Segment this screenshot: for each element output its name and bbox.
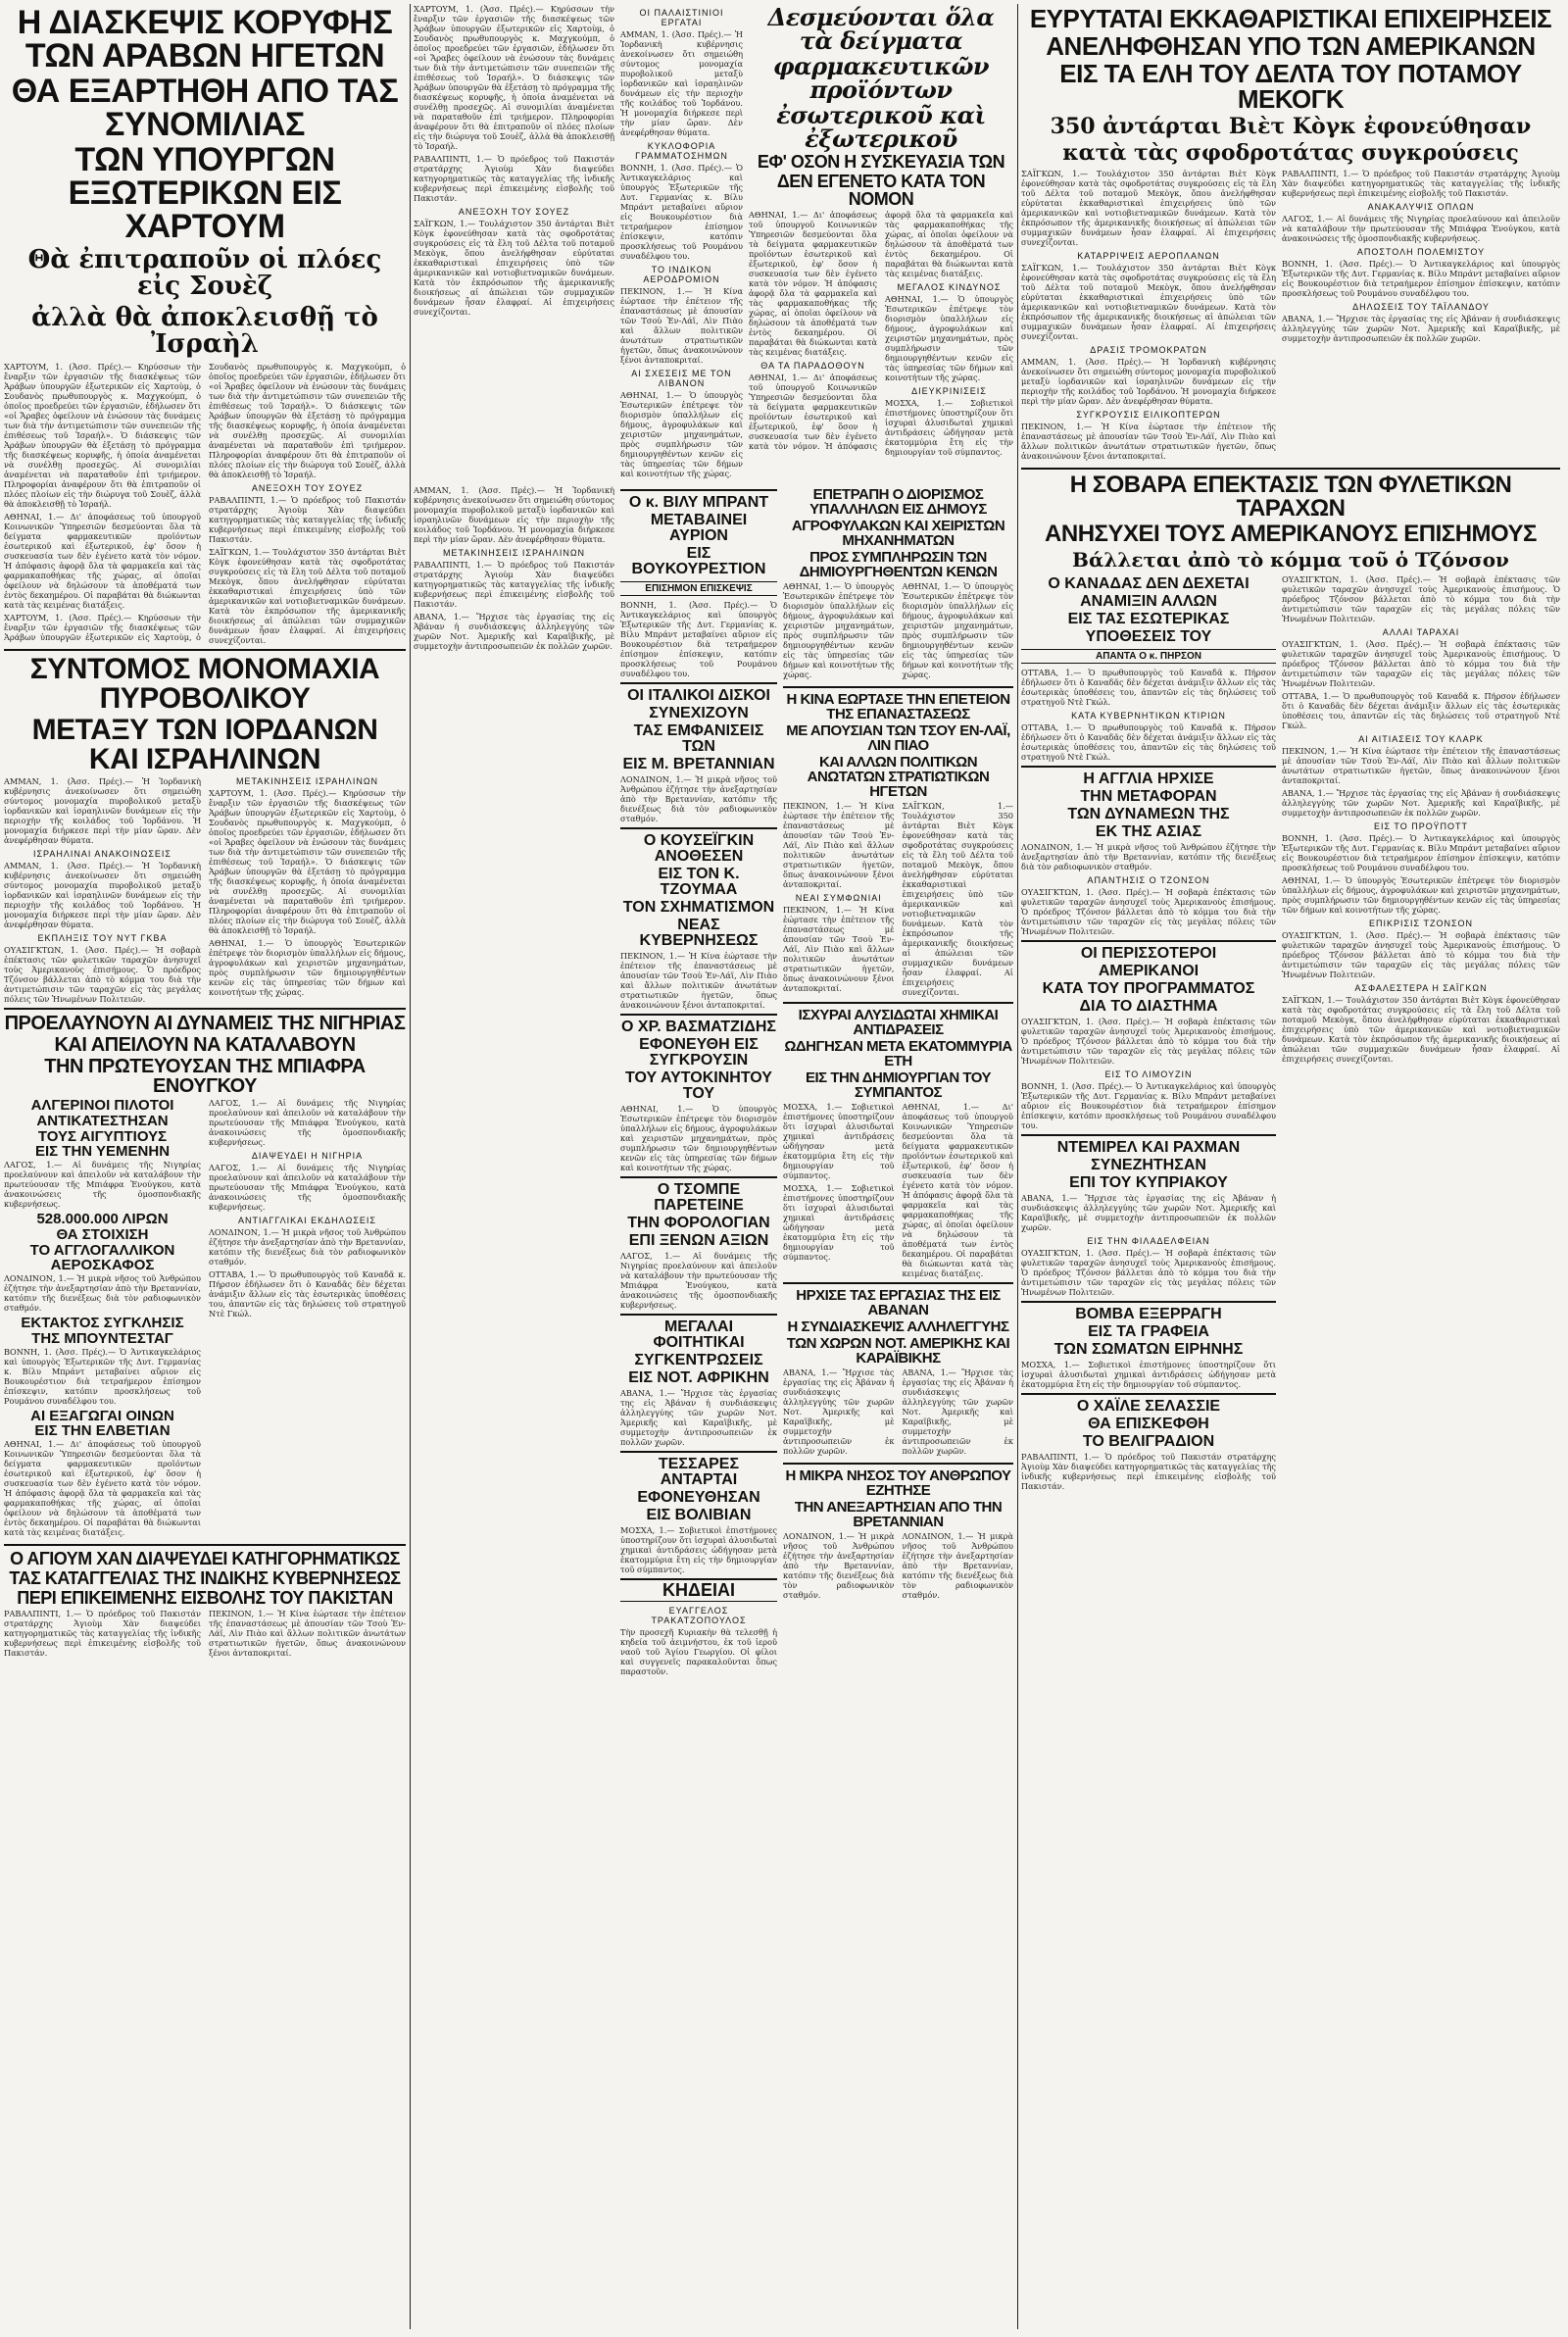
article-paragraph: ΑΒΑΝΑ, 1.— Ἤρχισε τὰς ἐργασίας της εἰς Ἀβάναν ἡ συνδιάσκεψις ἀλληλεγγύης τῶν χωρῶν Νοτ. Ἀμερικῆς καὶ Καραϊβικῆς, μὲ συμμετοχὴν ἀντιπροσωπειῶν ἐκ πολλῶν χωρῶν. (414, 612, 614, 651)
article-body (783, 1531, 1013, 1603)
article-paragraph: ΒΟΝΝΗ, 1. (Ἀσσ. Πρές).— Ὁ Ἀντικαγκελάριος καὶ ὑπουργὸς Ἐξωτερικῶν τῆς Δυτ. Γερμανίας κ. Βίλυ Μπράντ μεταβαίνει αὔριον εἰς Βουκουρέστιον διὰ τετραήμερον ἐπίσημον ἐπίσκεψιν, κατόπιν προσκλήσεως τοῦ Ρουμάνου συναδέλφου του. (4, 1346, 201, 1406)
subheadline-line: 350 ἀντάρται Βιὲτ Κὸγκ ἐφονεύθησαν (1050, 114, 1532, 139)
article-body (783, 581, 1013, 682)
section-label: ΜΕΤΑΚΙΝΗΣΕΙΣ ΙΣΡΑΗΛΙΝΩΝ (442, 548, 586, 558)
article-paragraph: ΠΕΚΙΝΟΝ, 1.— Ἡ Κίνα ἑώρτασε τὴν ἐπέτειον τῆς ἐπαναστάσεως μὲ ἀπουσίαν τῶν Τσοὺ Ἐν-Λάϊ, Λὶν Πιὰο καὶ ἄλλων πολιτικῶν ἀνωτάτων στρατιωτικῶν ἡγετῶν, ὅπως ἀνακοινώνουν ξένοι ἀνταποκριταί. (209, 1609, 406, 1659)
article-paragraph: ΑΘΗΝΑΙ, 1.— Ὁ ὑπουργὸς Ἐσωτερικῶν ἐπέτρεψε τὸν διορισμὸν ὑπαλλήλων εἰς δήμους, ἀγροφυλάκων καὶ χειριστῶν μηχανημάτων, πρὸς συμπλήρωσιν τῶν δημιουργηθέντων κενῶν εἰς τὰς ὑπηρεσίας τῶν δήμων καὶ κοινοτήτων τῆς χώρας. (1282, 875, 1560, 916)
article-paragraph: ΜΟΣΧΑ, 1.— Σοβιετικοὶ ἐπιστήμονες ὑποστηρίζουν ὅτι ἰσχυραὶ ἀλυσιδωταὶ χημικαὶ ἀντιδράσεις ὡδήγησαν μετὰ ἑκατομμύρια ἔτη εἰς τὴν δημιουργίαν τοῦ σύμπαντος. (783, 1183, 895, 1262)
article-paragraph: ΟΥΑΣΙΓΚΤΩΝ, 1. (Ἀσσ. Πρές).— Ἡ σοβαρὰ ἐπέκτασις τῶν φυλετικῶν ταραχῶν ἀνησυχεῖ τοὺς Ἀμερικανοὺς ἐπισήμους. Ὁ πρόεδρος Τζόνσον βάλλεται ἀπὸ τὸ κόμμα του διὰ τὴν ἀντιμετώπισιν τῶν ταραχῶν εἰς τὰς μεγάλας πόλεις τῶν Ἡνωμένων Πολιτειῶν. (1021, 1017, 1276, 1067)
story-headline: ΚΑΙ ΑΛΛΩΝ ΠΟΛΙΤΙΚΩΝ ΑΝΩΤΑΤΩΝ ΣΤΡΑΤΙΩΤΙΚΩΝ ΗΓΕΤΩΝ (807, 754, 990, 800)
section-label: ΔΡΑΣΙΣ ΤΡΟΜΟΚΡΑΤΩΝ (1090, 345, 1207, 356)
article-paragraph: ΡΑΒΑΛΠΙΝΤΙ, 1.— Ὁ πρόεδρος τοῦ Πακιστάν στρατάρχης Ἀγιοὺμ Χὰν διαψεύδει κατηγορηματικῶς τὰς καταγγελίας τῆς ἰνδικῆς κυβερνήσεως περὶ ἐπικειμένης εἰσβολῆς τοῦ Πακιστάν. (1282, 169, 1560, 199)
story-headline: ΤΗΝ ΦΟΡΟΛΟΓΙΑΝ (627, 1215, 770, 1231)
story-headline: ΤΑΣ ΕΜΦΑΝΙΣΕΙΣ ΤΩΝ (633, 722, 764, 755)
section-label: ΝΕΑΙ ΣΥΜΦΩΝΙΑΙ (795, 893, 882, 903)
article-body (783, 1367, 1013, 1459)
story-headline: ΕΙΣ ΝΟΤ. ΑΦΡΙΚΗΝ (628, 1369, 769, 1386)
article-paragraph: ΛΟΝΔΙΝΟΝ, 1.— Ἡ μικρὰ νῆσος τοῦ Ἀνθρώπου ἐζήτησε τὴν ἀνεξαρτησίαν ἀπὸ τὴν Βρεταννίαν, κατόπιν τῆς διενέξεως διὰ τὸν ραδιοφωνικὸν σταθμόν. (1021, 842, 1276, 872)
story-headline: ἐσωτερικοῦ καὶ ἐξωτερικοῦ (776, 101, 986, 153)
section-label: ΑΝΕΞΟΧΗ ΤΟΥ ΣΟΥΕΖ (458, 207, 570, 217)
story-headline: Δεσμεύονται ὅλα τὰ δείγματα (767, 4, 995, 55)
story-headline: ΤΟΥΣ ΑΙΓΥΠΤΙΟΥΣ (37, 1127, 168, 1145)
story-headline: ΑΝΕΛΗΦΘΗΣΑΝ ΥΠΟ ΤΩΝ ΑΜΕΡΙΚΑΝΩΝ (1046, 31, 1536, 61)
story-headline: Ο ΚΟΥΣΕΪΓΚΙΝ ΑΝΟΘΕΣΕΝ (643, 832, 755, 865)
story-headline: ΕΦΟΝΕΥΘΗΣΑΝ (637, 1489, 760, 1506)
article-paragraph: ΣΑΪΓΚΩΝ, 1.— Τουλάχιστον 350 ἀντάρται Βιὲτ Κὸγκ ἐφονεύθησαν κατὰ τὰς σφοδροτάτας συγκρούσεις εἰς τὰ ἕλη τοῦ Δέλτα τοῦ ποταμοῦ Μεκὸγκ, ὅπου ἀνελήφθησαν εὐρύταται ἐκκαθαριστικαὶ ἐπιχειρήσεις ὑπὸ τῶν ἀμερικανικῶν καὶ νοτιοβιετναμικῶν δυνάμεων. Κατὰ τὸν ἐκπρόσωπον τῆς ἀμερικανικῆς διοικήσεως αἱ ἀπώλειαι τῶν συμμαχικῶν δυνάμεων ἦσαν ἐλαφραί. Αἱ ἐπιχειρήσεις συνεχίζονται. (1282, 995, 1560, 1065)
story-headline: ΕΠΕΤΡΑΠΗ Ο ΔΙΟΡΙΣΜΟΣ ΥΠΑΛΛΗΛΩΝ ΕΙΣ ΔΗΜΟΥΣ (809, 486, 987, 518)
story-headline: Ο ΧΡ. ΒΑΣΜΑΤΖΙΔΗΣ (621, 1019, 776, 1035)
story-headline: ΕΥΡΥΤΑΤΑΙ ΕΚΚΑΘΑΡΙΣΤΙΚΑΙ ΕΠΙΧΕΙΡΗΣΕΙΣ (1029, 4, 1552, 33)
story-headline: ΣΥΝΕΧΙΖΟΥΝ (649, 705, 749, 721)
article-paragraph: ΟΥΑΣΙΓΚΤΩΝ, 1. (Ἀσσ. Πρές).— Ἡ σοβαρὰ ἐπέκτασις τῶν φυλετικῶν ταραχῶν ἀνησυχεῖ τοὺς Ἀμερικανοὺς ἐπισήμους. Ὁ πρόεδρος Τζόνσον βάλλεται ἀπὸ τὸ κόμμα του διὰ τὴν ἀντιμετώπισιν τῶν ταραχῶν εἰς τὰς μεγάλας πόλεις τῶν Ἡνωμένων Πολιτειῶν. (1021, 1248, 1276, 1298)
story-headline: ΕΙΣ ΤΑ ΓΡΑΦΕΙΑ (1088, 1323, 1209, 1341)
article-paragraph: ΠΕΚΙΝΟΝ, 1.— Ἡ Κίνα ἑώρτασε τὴν ἐπέτειον τῆς ἐπαναστάσεως μὲ ἀπουσίαν τῶν Τσοὺ Ἐν-Λάϊ, Λὶν Πιὰο καὶ ἄλλων πολιτικῶν ἀνωτάτων στρατιωτικῶν ἡγετῶν, ὅπως ἀνακοινώνουν ξένοι ἀνταποκριταί. (783, 905, 895, 993)
section-label: ΣΥΓΚΡΟΥΣΙΣ ΕΙΛΙΚΟΠΤΕΡΩΝ (1076, 410, 1221, 421)
subheadline-line: κατὰ τὰς σφοδροτάτας συγκρούσεις (1062, 140, 1519, 167)
article-paragraph: ΑΘΗΝΑΙ, 1.— Δι' ἀποφάσεως τοῦ ὑπουργοῦ Κοινωνικῶν Ὑπηρεσιῶν δεσμεύονται ὅλα τὰ δείγματα φαρμακευτικῶν προϊόντων ἐσωτερικοῦ καὶ ἐξωτερικοῦ, ἐφ' ὅσον ἡ συσκευασία των δὲν ἐγένετο κατὰ τὸν νόμον. Ἡ ἀπόφασις ἀφορᾷ ὅλα τὰ φαρμακεῖα καὶ τὰς φαρμακαποθήκας τῆς χώρας, αἱ ὁποῖαι ὀφείλουν νὰ δηλώσουν τὰ ἀποθέματά των ἐντὸς δεκαημέρου. Οἱ παραβάται θὰ διώκωνται κατὰ τὰς κειμένας διατάξεις. (4, 512, 201, 611)
article-paragraph: ΑΘΗΝΑΙ, 1.— Ὁ ὑπουργὸς Ἐσωτερικῶν ἐπέτρεψε τὸν διορισμὸν ὑπαλλήλων εἰς δήμους, ἀγροφυλάκων καὶ χειριστῶν μηχανημάτων, πρὸς συμπλήρωσιν τῶν δημιουργηθέντων κενῶν εἰς τὰς ὑπηρεσίας τῶν δήμων καὶ κοινοτήτων τῆς χώρας. (620, 1104, 777, 1172)
story-headline: ΑΜΕΡΙΚΑΝΟΙ (1098, 963, 1200, 980)
story-headline: ΚΑΤΑ ΤΟΥ ΠΡΟΓΡΑΜΜΑΤΟΣ (1042, 980, 1255, 998)
subheadline-line: Θὰ ἐπιτραποῦν οἱ πλόες εἰς Σουὲζ (27, 245, 382, 302)
story-headline: ΜΕΤΑΒΑΙΝΕΙ ΑΥΡΙΟΝ (650, 512, 748, 544)
story-headline: ΤΩΝ ΧΩΡΩΝ ΝΟΤ. ΑΜΕΡΙΚΗΣ ΚΑΙ ΚΑΡΑΪΒΙΚΗΣ (786, 1335, 1010, 1367)
article-paragraph: ΛΑΓΟΣ, 1.— Αἱ δυνάμεις τῆς Νιγηρίας προελαύνουν καὶ ἀπειλοῦν νὰ καταλάβουν τὴν πρωτεύουσαν τῆς Μπιάφρα Ἐνούγκου, κατὰ ἀνακοινώσεις τῆς ὁμοσπονδιακῆς κυβερνήσεως. (620, 1251, 777, 1310)
article-paragraph: ΑΘΗΝΑΙ, 1.— Δι' ἀποφάσεως τοῦ ὑπουργοῦ Κοινωνικῶν Ὑπηρεσιῶν δεσμεύονται ὅλα τὰ δείγματα φαρμακευτικῶν προϊόντων ἐσωτερικοῦ καὶ ἐξωτερικοῦ, ἐφ' ὅσον ἡ συσκευασία των δὲν ἐγένετο κατὰ τὸν νόμον. Ἡ ἀπόφασις ἀφορᾷ ὅλα τὰ φαρμακεῖα καὶ τὰς φαρμακαποθήκας τῆς χώρας, αἱ ὁποῖαι ὀφείλουν νὰ δηλώσουν τὰ ἀποθέματά των ἐντὸς δεκαημέρου. Οἱ παραβάται θὰ διώκωνται κατὰ τὰς κειμένας διατάξεις. (4, 1439, 201, 1538)
story-headline: ΤΑΣ ΚΑΤΑΓΓΕΛΙΑΣ ΤΗΣ ΙΝΔΙΚΗΣ ΚΥΒΕΡΝΗΣΕΩΣ (9, 1568, 401, 1589)
funerals-heading: ΚΗΔΕΙΑΙ (620, 1578, 777, 1602)
story-headline: Η ΣΟΒΑΡΑ ΕΠΕΚΤΑΣΙΣ ΤΩΝ ΦΥΛΕΤΙΚΩΝ ΤΑΡΑΧΩΝ (1069, 472, 1512, 522)
article-paragraph: ΡΑΒΑΛΠΙΝΤΙ, 1.— Ὁ πρόεδρος τοῦ Πακιστάν στρατάρχης Ἀγιοὺμ Χὰν διαψεύδει κατηγορηματικῶς τὰς καταγγελίας τῆς ἰνδικῆς κυβερνήσεως περὶ ἐπικειμένης εἰσβολῆς τοῦ Πακιστάν. (4, 1609, 201, 1659)
article-paragraph: ΑΘΗΝΑΙ, 1.— Δι' ἀποφάσεως τοῦ ὑπουργοῦ Κοινωνικῶν Ὑπηρεσιῶν δεσμεύονται ὅλα τὰ δείγματα φαρμακευτικῶν προϊόντων ἐσωτερικοῦ καὶ ἐξωτερικοῦ, ἐφ' ὅσον ἡ συσκευασία των δὲν ἐγένετο κατὰ τὸν νόμον. Ἡ ἀπόφασις ἀφορᾷ ὅλα τὰ φαρμακεῖα καὶ τὰς φαρμακαποθήκας τῆς χώρας, αἱ ὁποῖαι ὀφείλουν νὰ δηλώσουν τὰ ἀποθέματά των ἐντὸς δεκαημέρου. Οἱ παραβάται θὰ διώκωνται κατὰ τὰς κειμένας διατάξεις. (902, 1102, 1013, 1278)
top-left-headline (4, 6, 406, 243)
column-right (1021, 4, 1560, 2329)
story-headline: ΕΙΣ ΤΟΝ Κ. ΤΖΟΥΜΑΑ (658, 866, 740, 898)
story-headline: ΣΥΝΤΟΜΟΣ ΜΟΝΟΜΑΧΙΑ ΠΥΡΟΒΟΛΙΚΟΥ (29, 653, 380, 716)
story-headline: 528.000.000 ΛΙΡΩΝ (36, 1211, 169, 1228)
article-paragraph: ΠΕΚΙΝΟΝ, 1.— Ἡ Κίνα ἑώρτασε τὴν ἐπέτειον τῆς ἐπαναστάσεως μὲ ἀπουσίαν τῶν Τσοὺ Ἐν-Λάϊ, Λὶν Πιὰο καὶ ἄλλων πολιτικῶν ἀνωτάτων στρατιωτικῶν ἡγετῶν, ὅπως ἀνακοινώνουν ξένοι ἀνταποκριταί. (783, 801, 895, 889)
story-headline: ΘΑ ΣΤΟΙΧΙΣΗ (56, 1225, 149, 1243)
article-paragraph: ΑΜΜΑΝ, 1. (Ἀσσ. Πρές).— Ἡ Ἰορδανικὴ κυβέρνησις ἀνεκοίνωσεν ὅτι σημειώθη σύντομος μονομαχία πυροβολικοῦ μεταξὺ ἰορδανικῶν καὶ ἰσραηλινῶν δυνάμεων εἰς τὴν περιοχὴν τῆς κοιλάδος τοῦ Ἰορδάνου. Ἡ μονομαχία διήρκεσε περὶ τὴν μίαν ὥραν. Δὲν ἀνεφέρθησαν θύματα. (4, 776, 201, 846)
story-headline: ΘΑ ΕΠΙΣΚΕΦΘΗ (1088, 1416, 1209, 1433)
story-headline: ΕΦΟΝΕΥΘΗ ΕΙΣ ΣΥΓΚΡΟΥΣΙΝ (639, 1036, 759, 1069)
story-headline: ΜΕ ΑΠΟΥΣΙΑΝ ΤΩΝ ΤΣΟΥ ΕΝ-ΛΑΪ, ΛΙΝ ΠΙΑΟ (786, 722, 1010, 754)
article-paragraph: ΑΒΑΝΑ, 1.— Ἤρχισε τὰς ἐργασίας της εἰς Ἀβάναν ἡ συνδιάσκεψις ἀλληλεγγύης τῶν χωρῶν Νοτ. Ἀμερικῆς καὶ Καραϊβικῆς, μὲ συμμετοχὴν ἀντιπροσωπειῶν ἐκ πολλῶν χωρῶν. (783, 1367, 895, 1456)
article-body (4, 776, 406, 1004)
story-headline: ΕΙΣ ΒΟΛΙΒΙΑΝ (646, 1507, 752, 1523)
story-headline: Ο ΑΓΙΟΥΜ ΧΑΝ ΔΙΑΨΕΥΔΕΙ ΚΑΤΗΓΟΡΗΜΑΤΙΚΩΣ (10, 1549, 400, 1569)
story-headline: ΜΕΓΑΛΑΙ ΦΟΙΤΗΤΙΚΑΙ (653, 1318, 745, 1351)
story-headline: Η ΣΥΝΔΙΑΣΚΕΨΙΣ ΑΛΛΗΛΕΓΓΥΗΣ (787, 1318, 1009, 1335)
headline-line: Η ΔΙΑΣΚΕΨΙΣ ΚΟΡΥΦΗΣ ΤΩΝ ΑΡΑΒΩΝ ΗΓΕΤΩΝ (17, 4, 393, 75)
section-label: ΚΑΤΑ ΚΥΒΕΡΝΗΤΙΚΩΝ ΚΤΙΡΙΩΝ (1071, 711, 1226, 721)
article-paragraph: ΑΜΜΑΝ, 1. (Ἀσσ. Πρές).— Ἡ Ἰορδανικὴ κυβέρνησις ἀνεκοίνωσεν ὅτι σημειώθη σύντομος μονομαχία πυροβολικοῦ μεταξὺ ἰορδανικῶν καὶ ἰσραηλινῶν δυνάμεων εἰς τὴν περιοχὴν τῆς κοιλάδος τοῦ Ἰορδάνου. Ἡ μονομαχία διήρκεσε περὶ τὴν μίαν ὥραν. Δὲν ἀνεφέρθησαν θύματα. (620, 29, 743, 137)
article-paragraph: ΧΑΡΤΟΥΜ, 1. (Ἀσσ. Πρές).— Κηρύσσων τὴν ἔναρξιν τῶν ἐργασιῶν τῆς διασκέψεως τῶν Ἀράβων ὑπουργῶν ἐξωτερικῶν εἰς Χαρτοὺμ, ὁ Σουδανὸς πρωθυπουργὸς κ. Μαχγκούμπ, ὁ ὁποῖος προεδρεύει τῶν ἐργασιῶν, ἐδήλωσεν ὅτι «οἱ Ἄραβες ὀφείλουν νὰ ἑνώσουν τὰς δυνάμεις των διὰ τὴν ἀντιμετώπισιν τῶν συνεπειῶν τῆς ἐπιθέσεως τοῦ Ἰσραήλ». Ὁ διάσκεψις τῶν Ἀράβων ὑπουργῶν θὰ ἐξετάσῃ τὸ πρόγραμμα τῆς διασκέψεως κορυφῆς, ἡ ὁποία ἀναμένεται νὰ συνέλθῃ προσεχῶς. Αἱ συνομιλίαι ἀναμένεται νὰ παραταθοῦν ἐπὶ τριήμερον. Πληροφορίαι ἀναφέρουν ὅτι θὰ ἐπιτραποῦν οἱ πλόες πλοίων εἰς τὴν διώρυγα τοῦ Σουὲζ, ἀλλὰ θὰ ἀποκλεισθῇ τὸ Ἰσραήλ. (4, 362, 406, 643)
article-paragraph: ΟΥΑΣΙΓΚΤΩΝ, 1. (Ἀσσ. Πρές).— Ἡ σοβαρὰ ἐπέκτασις τῶν φυλετικῶν ταραχῶν ἀνησυχεῖ τοὺς Ἀμερικανοὺς ἐπισήμους. Ὁ πρόεδρος Τζόνσον βάλλεται ἀπὸ τὸ κόμμα του διὰ τὴν ἀντιμετώπισιν τῶν ταραχῶν εἰς τὰς μεγάλας πόλεις τῶν Ἡνωμένων Πολιτειῶν. (1282, 639, 1560, 689)
section-label: ΔΙΕΥΚΡΙΝΙΣΕΙΣ (911, 386, 987, 396)
section-label: ΑΛΛΑΙ ΤΑΡΑΧΑΙ (1382, 627, 1460, 638)
story-headline: ΕΙΣ ΤΗΝ ΕΛΒΕΤΙΑΝ (34, 1422, 171, 1440)
section-label: ΑΙ ΑΙΤΙΑΣΕΙΣ ΤΟΥ ΚΛΑΡΚ (1358, 734, 1484, 745)
story-subheadline: ΔΕΝ ΕΓΕΝΕΤΟ ΚΑΤΑ ΤΟΝ ΝΟΜΟΝ (776, 172, 986, 209)
story-headline: Η ΚΙΝΑ ΕΩΡΤΑΣΕ ΤΗΝ ΕΠΕΤΕΙΟΝ ΤΗΣ ΕΠΑΝΑΣΤΑΣΕΩΣ (786, 691, 1010, 722)
article-body (4, 362, 406, 645)
story-headline: ΚΑΙ ΑΠΕΙΛΟΥΝ ΝΑ ΚΑΤΑΛΑΒΟΥΝ (54, 1034, 356, 1057)
article-paragraph: ΒΟΝΝΗ, 1. (Ἀσσ. Πρές).— Ὁ Ἀντικαγκελάριος καὶ ὑπουργὸς Ἐξωτερικῶν τῆς Δυτ. Γερμανίας κ. Βίλυ Μπράντ μεταβαίνει αὔριον εἰς Βουκουρέστιον διὰ τετραήμερον ἐπίσημον ἐπίσκεψιν, κατόπιν προσκλήσεως τοῦ Ρουμάνου συναδέλφου του. (1282, 259, 1560, 299)
story-headline: ΟΙ ΠΕΡΙΣΣΟΤΕΡΟΙ (1080, 945, 1217, 963)
section-label: ΕΙΣ ΤΟ ΛΙΜΟΥΖΙΝ (1104, 1069, 1193, 1080)
article-paragraph: ΒΟΝΝΗ, 1. (Ἀσσ. Πρές).— Ὁ Ἀντικαγκελάριος καὶ ὑπουργὸς Ἐξωτερικῶν τῆς Δυτ. Γερμανίας κ. Βίλυ Μπράντ μεταβαίνει αὔριον εἰς Βουκουρέστιον διὰ τετραήμερον ἐπίσημον ἐπίσκεψιν, κατόπιν προσκλήσεως τοῦ Ρουμάνου συναδέλφου του. (1282, 833, 1560, 873)
story-subheadline: ΕΦ' ΟΣΟΝ Η ΣΥΣΚΕΥΑΣΙΑ ΤΩΝ (757, 152, 1005, 172)
article-paragraph: ΑΘΗΝΑΙ, 1.— Ὁ ὑπουργὸς Ἐσωτερικῶν ἐπέτρεψε τὸν διορισμὸν ὑπαλλήλων εἰς δήμους, ἀγροφυλάκων καὶ χειριστῶν μηχανημάτων, πρὸς συμπλήρωσιν τῶν δημιουργηθέντων κενῶν εἰς τὰς ὑπηρεσίας τῶν δήμων καὶ κοινοτήτων τῆς χώρας. (885, 294, 1013, 382)
article-paragraph: ΑΒΑΝΑ, 1.— Ἤρχισε τὰς ἐργασίας της εἰς Ἀβάναν ἡ συνδιάσκεψις ἀλληλεγγύης τῶν χωρῶν Νοτ. Ἀμερικῆς καὶ Καραϊβικῆς, μὲ συμμετοχὴν ἀντιπροσωπειῶν ἐκ πολλῶν χωρῶν. (902, 1367, 1013, 1456)
article-paragraph: ΑΘΗΝΑΙ, 1.— Ὁ ὑπουργὸς Ἐσωτερικῶν ἐπέτρεψε τὸν διορισμὸν ὑπαλλήλων εἰς δήμους, ἀγροφυλάκων καὶ χειριστῶν μηχανημάτων, πρὸς συμπλήρωσιν τῶν δημιουργηθέντων κενῶν εἰς τὰς ὑπηρεσίας τῶν δήμων καὶ κοινοτήτων τῆς χώρας. (209, 938, 406, 998)
article-paragraph: ΑΒΑΝΑ, 1.— Ἤρχισε τὰς ἐργασίας της εἰς Ἀβάναν ἡ συνδιάσκεψις ἀλληλεγγύης τῶν χωρῶν Νοτ. Ἀμερικῆς καὶ Καραϊβικῆς, μὲ συμμετοχὴν ἀντιπροσωπειῶν ἐκ πολλῶν χωρῶν. (1021, 1193, 1276, 1233)
article-paragraph: ΑΘΗΝΑΙ, 1.— Ὁ ὑπουργὸς Ἐσωτερικῶν ἐπέτρεψε τὸν διορισμὸν ὑπαλλήλων εἰς δήμους, ἀγροφυλάκων καὶ χειριστῶν μηχανημάτων, πρὸς συμπλήρωσιν τῶν δημιουργηθέντων κενῶν εἰς τὰς ὑπηρεσίας τῶν δήμων καὶ κοινοτήτων τῆς χώρας. (620, 390, 743, 478)
section-label: ΑΣΦΑΛΕΣΤΕΡΑ Η ΣΑΪΓΚΩΝ (1354, 983, 1488, 994)
section-label: ΕΙΣ ΤΗΝ ΦΙΛΑΔΕΛΦΕΙΑΝ (1087, 1236, 1210, 1247)
story-headline: ΕΙΣ ΤΗΝ ΔΗΜΙΟΥΡΓΙΑΝ ΤΟΥ ΣΥΜΠΑΝΤΟΣ (806, 1069, 991, 1101)
section-label: ΕΠΙΚΡΙΣΙΣ ΤΖΟΝΣΟΝ (1368, 919, 1474, 929)
article-paragraph: ΒΟΝΝΗ, 1. (Ἀσσ. Πρές).— Ὁ Ἀντικαγκελάριος καὶ ὑπουργὸς Ἐξωτερικῶν τῆς Δυτ. Γερμανίας κ. Βίλυ Μπράντ μεταβαίνει αὔριον εἰς Βουκουρέστιον διὰ τετραήμερον ἐπίσημον ἐπίσκεψιν, κατόπιν προσκλήσεως τοῦ Ρουμάνου συναδέλφου του. (1021, 1081, 1276, 1131)
article-paragraph: ΑΒΑΝΑ, 1.— Ἤρχισε τὰς ἐργασίας της εἰς Ἀβάναν ἡ συνδιάσκεψις ἀλληλεγγύης τῶν χωρῶν Νοτ. Ἀμερικῆς καὶ Καραϊβικῆς, μὲ συμμετοχὴν ἀντιπροσωπειῶν ἐκ πολλῶν χωρῶν. (1282, 314, 1560, 344)
section-label: ΑΠΟΣΤΟΛΗ ΠΟΛΕΜΙΣΤΟΥ (1356, 247, 1486, 258)
story-headline: ΤΗΝ ΠΡΩΤΕΥΟΥΣΑΝ ΤΗΣ ΜΠΙΑΦΡΑ ΕΝΟΥΓΚΟΥ (44, 1056, 366, 1098)
article-paragraph: ΛΟΝΔΙΝΟΝ, 1.— Ἡ μικρὰ νῆσος τοῦ Ἀνθρώπου ἐζήτησε τὴν ἀνεξαρτησίαν ἀπὸ τὴν Βρεταννίαν, κατόπιν τῆς διενέξεως διὰ τὸν ραδιοφωνικὸν σταθμόν. (4, 1273, 201, 1314)
section-label: ΑΝΑΚΑΛΥΨΙΣ ΟΠΛΩΝ (1367, 202, 1475, 213)
article-paragraph: ΟΥΑΣΙΓΚΤΩΝ, 1. (Ἀσσ. Πρές).— Ἡ σοβαρὰ ἐπέκτασις τῶν φυλετικῶν ταραχῶν ἀνησυχεῖ τοὺς Ἀμερικανοὺς ἐπισήμους. Ὁ πρόεδρος Τζόνσον βάλλεται ἀπὸ τὸ κόμμα του διὰ τὴν ἀντιμετώπισιν τῶν ταραχῶν εἰς τὰς μεγάλας πόλεις τῶν Ἡνωμένων Πολιτειῶν. (1021, 887, 1276, 937)
section-label: ΤΟ ΙΝΔΙΚΟΝ ΑΕΡΟΔΡΟΜΙΟΝ (643, 265, 720, 284)
funeral-name: ΕΥΑΓΓΕΛΟΣ ΤΡΑΚΑΤΖΟΠΟΥΛΟΣ (651, 1606, 747, 1625)
article-paragraph: ΛΑΓΟΣ, 1.— Αἱ δυνάμεις τῆς Νιγηρίας προελαύνουν καὶ ἀπειλοῦν νὰ καταλάβουν τὴν πρωτεύουσαν τῆς Μπιάφρα Ἐνούγκου, κατὰ ἀνακοινώσεις τῆς ὁμοσπονδιακῆς κυβερνήσεως. (1282, 214, 1560, 244)
story-headline: ΔΙΑ ΤΟ ΔΙΑΣΤΗΜΑ (1079, 998, 1218, 1016)
article-paragraph: ΑΒΑΝΑ, 1.— Ἤρχισε τὰς ἐργασίας της εἰς Ἀβάναν ἡ συνδιάσκεψις ἀλληλεγγύης τῶν χωρῶν Νοτ. Ἀμερικῆς καὶ Καραϊβικῆς, μὲ συμμετοχὴν ἀντιπροσωπειῶν ἐκ πολλῶν χωρῶν. (620, 1388, 777, 1447)
article-paragraph: ΟΥΑΣΙΓΚΤΩΝ, 1. (Ἀσσ. Πρές).— Ἡ σοβαρὰ ἐπέκτασις τῶν φυλετικῶν ταραχῶν ἀνησυχεῖ τοὺς Ἀμερικανοὺς ἐπισήμους. Ὁ πρόεδρος Τζόνσον βάλλεται ἀπὸ τὸ κόμμα του διὰ τὴν ἀντιμετώπισιν τῶν ταραχῶν εἰς τὰς μεγάλας πόλεις τῶν Ἡνωμένων Πολιτειῶν. (1282, 574, 1560, 624)
article-paragraph: ΠΕΚΙΝΟΝ, 1.— Ἡ Κίνα ἑώρτασε τὴν ἐπέτειον τῆς ἐπαναστάσεως μὲ ἀπουσίαν τῶν Τσοὺ Ἐν-Λάϊ, Λὶν Πιὰο καὶ ἄλλων πολιτικῶν ἀνωτάτων στρατιωτικῶν ἡγετῶν, ὅπως ἀνακοινώνουν ξένοι ἀνταποκριταί. (620, 951, 777, 1010)
story-headline: ΤΗΣ ΜΠΟΥΝΤΕΣΤΑΓ (31, 1329, 173, 1347)
article-paragraph: ΣΑΪΓΚΩΝ, 1.— Τουλάχιστον 350 ἀντάρται Βιὲτ Κὸγκ ἐφονεύθησαν κατὰ τὰς σφοδροτάτας συγκρούσεις εἰς τὰ ἕλη τοῦ Δέλτα τοῦ ποταμοῦ Μεκὸγκ, ὅπου ἀνελήφθησαν εὐρύταται ἐκκαθαριστικαὶ ἐπιχειρήσεις ὑπὸ τῶν ἀμερικανικῶν καὶ νοτιοβιετναμικῶν δυνάμεων. Κατὰ τὸν ἐκπρόσωπον τῆς ἀμερικανικῆς διοικήσεως αἱ ἀπώλειαι τῶν συμμαχικῶν δυνάμεων ἦσαν ἐλαφραί. Αἱ ἐπιχειρήσεις συνεχίζονται. (1021, 169, 1276, 248)
article-paragraph: ΜΟΣΧΑ, 1.— Σοβιετικοὶ ἐπιστήμονες ὑποστηρίζουν ὅτι ἰσχυραὶ ἀλυσιδωταὶ χημικαὶ ἀντιδράσεις ὡδήγησαν μετὰ ἑκατομμύρια ἔτη εἰς τὴν δημιουργίαν τοῦ σύμπαντος. (783, 1102, 895, 1180)
article-paragraph: ΧΑΡΤΟΥΜ, 1. (Ἀσσ. Πρές).— Κηρύσσων τὴν ἔναρξιν τῶν ἐργασιῶν τῆς διασκέψεως τῶν Ἀράβων ὑπουργῶν ἐξωτερικῶν εἰς Χαρτοὺμ, ὁ Σουδανὸς πρωθυπουργὸς κ. Μαχγκούμπ, ὁ ὁποῖος προεδρεύει τῶν ἐργασιῶν, ἐδήλωσεν ὅτι «οἱ Ἄραβες ὀφείλουν νὰ ἑνώσουν τὰς δυνάμεις των διὰ τὴν ἀντιμετώπισιν τῶν συνεπειῶν τῆς ἐπιθέσεως τοῦ Ἰσραήλ». Ὁ διάσκεψις τῶν Ἀράβων ὑπουργῶν θὰ ἐξετάσῃ τὸ πρόγραμμα τῆς διασκέψεως κορυφῆς, ἡ ὁποία ἀναμένεται νὰ συνέλθῃ προσεχῶς. Αἱ συνομιλίαι ἀναμένεται νὰ παραταθοῦν ἐπὶ τριήμερον. Πληροφορίαι ἀναφέρουν ὅτι θὰ ἐπιτραποῦν οἱ πλόες πλοίων εἰς τὴν διώρυγα τοῦ Σουὲζ, ἀλλὰ θὰ ἀποκλεισθῇ τὸ Ἰσραήλ. (4, 362, 201, 510)
article-paragraph: ΧΑΡΤΟΥΜ, 1. (Ἀσσ. Πρές).— Κηρύσσων τὴν ἔναρξιν τῶν ἐργασιῶν τῆς διασκέψεως τῶν Ἀράβων ὑπουργῶν ἐξωτερικῶν εἰς Χαρτοὺμ, ὁ Σουδανὸς πρωθυπουργὸς κ. Μαχγκούμπ, ὁ ὁποῖος προεδρεύει τῶν ἐργασιῶν, ἐδήλωσεν ὅτι «οἱ Ἄραβες ὀφείλουν νὰ ἑνώσουν τὰς δυνάμεις των διὰ τὴν ἀντιμετώπισιν τῶν συνεπειῶν τῆς ἐπιθέσεως τοῦ Ἰσραήλ». Ὁ διάσκεψις τῶν Ἀράβων ὑπουργῶν θὰ ἐξετάσῃ τὸ πρόγραμμα τῆς διασκέψεως κορυφῆς, ἡ ὁποία ἀναμένεται νὰ συνέλθῃ προσεχῶς. Αἱ συνομιλίαι ἀναμένεται νὰ παραταθοῦν ἐπὶ τριήμερον. Πληροφορίαι ἀναφέρουν ὅτι θὰ ἐπιτραποῦν οἱ πλόες πλοίων εἰς τὴν διώρυγα τοῦ Σουὲζ, ἀλλὰ θὰ ἀποκλεισθῇ τὸ Ἰσραήλ. (209, 788, 406, 936)
article-paragraph: ΛΟΝΔΙΝΟΝ, 1.— Ἡ μικρὰ νῆσος τοῦ Ἀνθρώπου ἐζήτησε τὴν ἀνεξαρτησίαν ἀπὸ τὴν Βρεταννίαν, κατόπιν τῆς διενέξεως διὰ τὸν ραδιοφωνικὸν σταθμόν. (620, 774, 777, 823)
story-headline: Η ΑΓΓΛΙΑ ΗΡΧΙΣΕ (1083, 771, 1214, 788)
story-headline: ΥΠΟΘΕΣΕΙΣ ΤΟΥ (1085, 628, 1212, 646)
story-headline: Ο ΤΣΟΜΠΕ ΠΑΡΕΤΕΙΝΕ (654, 1181, 744, 1214)
article-paragraph: ΣΑΪΓΚΩΝ, 1.— Τουλάχιστον 350 ἀντάρται Βιὲτ Κὸγκ ἐφονεύθησαν κατὰ τὰς σφοδροτάτας συγκρούσεις εἰς τὰ ἕλη τοῦ Δέλτα τοῦ ποταμοῦ Μεκὸγκ, ὅπου ἀνελήφθησαν εὐρύταται ἐκκαθαριστικαὶ ἐπιχειρήσεις ὑπὸ τῶν ἀμερικανικῶν καὶ νοτιοβιετναμικῶν δυνάμεων. Κατὰ τὸν ἐκπρόσωπον τῆς ἀμερικανικῆς διοικήσεως αἱ ἀπώλειαι τῶν συμμαχικῶν δυνάμεων ἦσαν ἐλαφραί. Αἱ ἐπιχειρήσεις συνεχίζονται. (1021, 263, 1276, 342)
section-label: ΜΕΤΑΚΙΝΗΣΕΙΣ ΙΣΡΑΗΛΙΝΩΝ (235, 776, 379, 787)
article-paragraph: ΡΑΒΑΛΠΙΝΤΙ, 1.— Ὁ πρόεδρος τοῦ Πακιστάν στρατάρχης Ἀγιοὺμ Χὰν διαψεύδει κατηγορηματικῶς τὰς καταγγελίας τῆς ἰνδικῆς κυβερνήσεως περὶ ἐπικειμένης εἰσβολῆς τοῦ Πακιστάν. (414, 154, 614, 203)
section-label: ΟΙ ΠΑΛΑΙΣΤΙΝΙΟΙ ΕΡΓΑΤΑΙ (639, 8, 724, 27)
article-paragraph: ΟΤΤΑΒΑ, 1.— Ὁ πρωθυπουργὸς τοῦ Καναδᾶ κ. Πήρσον ἐδήλωσεν ὅτι ὁ Καναδᾶς δὲν δέχεται ἀνάμιξιν ἄλλων εἰς τὰς ἐσωτερικὰς ὑποθέσεις του, ἀπαντῶν εἰς τὰς δηλώσεις τοῦ στρατηγοῦ Ντὲ Γκώλ. (1021, 668, 1276, 708)
story-headline: ΠΡΟΣ ΣΥΜΠΛΗΡΩΣΙΝ ΤΩΝ ΔΗΜΙΟΥΡΓΗΘΕΝΤΩΝ ΚΕΝΩΝ (799, 549, 998, 580)
article-body (783, 801, 1013, 998)
newspaper-page (4, 4, 1560, 2329)
story-headline: ΤΩΝ ΔΥΝΑΜΕΩΝ ΤΗΣ (1067, 806, 1230, 823)
section-label: ΙΣΡΑΗΛΙΝΑΙ ΑΝΑΚΟΙΝΩΣΕΙΣ (32, 849, 172, 860)
article-paragraph: ΒΟΝΝΗ, 1. (Ἀσσ. Πρές).— Ὁ Ἀντικαγκελάριος καὶ ὑπουργὸς Ἐξωτερικῶν τῆς Δυτ. Γερμανίας κ. Βίλυ Μπράντ μεταβαίνει αὔριον εἰς Βουκουρέστιον διὰ τετραήμερον ἐπίσημον ἐπίσκεψιν, κατόπιν προσκλήσεως τοῦ Ρουμάνου συναδέλφου του. (620, 600, 777, 678)
subheadline-line: ἀλλὰ θὰ ἀποκλεισθῇ τὸ Ἰσραὴλ (31, 302, 378, 359)
headline-line: ΘΑ ΕΞΑΡΤΗΘΗ ΑΠΟ ΤΑΣ ΣΥΝΟΜΙΛΙΑΣ (11, 73, 399, 143)
story-headline: ΤΟΥ ΑΥΤΟΚΙΝΗΤΟΥ ΤΟΥ (625, 1069, 772, 1102)
story-headline: ΤΗΝ ΜΕΤΑΦΟΡΑΝ (1080, 788, 1217, 806)
article-paragraph: ΜΟΣΧΑ, 1.— Σοβιετικοὶ ἐπιστήμονες ὑποστηρίζουν ὅτι ἰσχυραὶ ἀλυσιδωταὶ χημικαὶ ἀντιδράσεις ὡδήγησαν μετὰ ἑκατομμύρια ἔτη εἰς τὴν δημιουργίαν τοῦ σύμπαντος. (1021, 1360, 1276, 1390)
article-paragraph: ΠΕΚΙΝΟΝ, 1.— Ἡ Κίνα ἑώρτασε τὴν ἐπέτειον τῆς ἐπαναστάσεως μὲ ἀπουσίαν τῶν Τσοὺ Ἐν-Λάϊ, Λὶν Πιὰο καὶ ἄλλων πολιτικῶν ἀνωτάτων στρατιωτικῶν ἡγετῶν, ὅπως ἀνακοινώνουν ξένοι ἀνταποκριταί. (1021, 422, 1276, 462)
section-label: ΚΑΤΑΡΡΙΨΕΙΣ ΑΕΡΟΠΛΑΝΩΝ (1077, 251, 1220, 262)
article-paragraph: ΑΜΜΑΝ, 1. (Ἀσσ. Πρές).— Ἡ Ἰορδανικὴ κυβέρνησις ἀνεκοίνωσεν ὅτι σημειώθη σύντομος μονομαχία πυροβολικοῦ μεταξὺ ἰορδανικῶν καὶ ἰσραηλινῶν δυνάμεων εἰς τὴν περιοχὴν τῆς κοιλάδος τοῦ Ἰορδάνου. Ἡ μονομαχία διήρκεσε περὶ τὴν μίαν ὥραν. Δὲν ἀνεφέρθησαν θύματα. (414, 485, 614, 544)
story-headline: ΕΙΣ Μ. ΒΡΕΤΑΝΝΙΑΝ (622, 756, 775, 772)
story-headline: Ο κ. ΒΙΛΥ ΜΠΡΑΝΤ (628, 494, 769, 511)
story-headline: ΑΝΗΣΥΧΕΙ ΤΟΥΣ ΑΜΕΡΙΚΑΝΟΥΣ ΕΠΙΣΗΜΟΥΣ (1045, 521, 1537, 548)
story-headline: φαρμακευτικῶν προϊόντων (772, 52, 990, 104)
column-left (4, 4, 406, 2329)
article-paragraph: ΑΒΑΝΑ, 1.— Ἤρχισε τὰς ἐργασίας της εἰς Ἀβάναν ἡ συνδιάσκεψις ἀλληλεγγύης τῶν χωρῶν Νοτ. Ἀμερικῆς καὶ Καραϊβικῆς, μὲ συμμετοχὴν ἀντιπροσωπειῶν ἐκ πολλῶν χωρῶν. (1282, 788, 1560, 819)
article-paragraph: ΡΑΒΑΛΠΙΝΤΙ, 1.— Ὁ πρόεδρος τοῦ Πακιστάν στρατάρχης Ἀγιοὺμ Χὰν διαψεύδει κατηγορηματικῶς τὰς καταγγελίας τῆς ἰνδικῆς κυβερνήσεως περὶ ἐπικειμένης εἰσβολῆς τοῦ Πακιστάν. (1021, 1452, 1276, 1492)
section-label: ΑΙ ΣΧΕΣΕΙΣ ΜΕ ΤΟΝ ΛΙΒΑΝΟΝ (631, 369, 732, 388)
story-headline: ΑΛΓΕΡΙΝΟΙ ΠΙΛΟΤΟΙ (30, 1097, 174, 1115)
article-paragraph: ΜΟΣΧΑ, 1.— Σοβιετικοὶ ἐπιστήμονες ὑποστηρίζουν ὅτι ἰσχυραὶ ἀλυσιδωταὶ χημικαὶ ἀντιδράσεις ὡδήγησαν μετὰ ἑκατομμύρια ἔτη εἰς τὴν δημιουργίαν τοῦ σύμπαντος. (885, 398, 1013, 457)
story-label: ΑΠΑΝΤΑ Ο κ. ΠΗΡΣΟΝ (1021, 649, 1276, 664)
article-paragraph: ΛΟΝΔΙΝΟΝ, 1.— Ἡ μικρὰ νῆσος τοῦ Ἀνθρώπου ἐζήτησε τὴν ἀνεξαρτησίαν ἀπὸ τὴν Βρεταννίαν, κατόπιν τῆς διενέξεως διὰ τὸν ραδιοφωνικὸν σταθμόν. (209, 1227, 406, 1268)
article-paragraph: ΧΑΡΤΟΥΜ, 1. (Ἀσσ. Πρές).— Κηρύσσων τὴν ἔναρξιν τῶν ἐργασιῶν τῆς διασκέψεως τῶν Ἀράβων ὑπουργῶν ἐξωτερικῶν εἰς Χαρτοὺμ, ὁ Σουδανὸς πρωθυπουργὸς κ. Μαχγκούμπ, ὁ ὁποῖος προεδρεύει τῶν ἐργασιῶν, ἐδήλωσεν ὅτι «οἱ Ἄραβες ὀφείλουν νὰ ἑνώσουν τὰς δυνάμεις των διὰ τὴν ἀντιμετώπισιν τῶν συνεπειῶν τῆς ἐπιθέσεως τοῦ Ἰσραήλ». Ὁ διάσκεψις τῶν Ἀράβων ὑπουργῶν θὰ ἐξετάσῃ τὸ πρόγραμμα τῆς διασκέψεως κορυφῆς, ἡ ὁποία ἀναμένεται νὰ συνέλθῃ προσεχῶς. Αἱ συνομιλίαι ἀναμένεται νὰ παραταθοῦν ἐπὶ τριήμερον. Πληροφορίαι ἀναφέρουν ὅτι θὰ ἐπιτραποῦν οἱ πλόες πλοίων εἰς τὴν διώρυγα τοῦ Σουὲζ, ἀλλὰ θὰ ἀποκλεισθῇ τὸ Ἰσραήλ. (414, 4, 614, 151)
story-headline: Η ΜΙΚΡΑ ΝΗΣΟΣ ΤΟΥ ΑΝΘΡΩΠΟΥ ΕΖΗΤΗΣΕ (785, 1467, 1011, 1499)
story-headline: ΩΔΗΓΗΣΑΝ ΜΕΤΑ ΕΚΑΤΟΜΜΥΡΙΑ ΕΤΗ (784, 1038, 1012, 1069)
story-headline: ΤΩΝ ΣΩΜΑΤΩΝ ΕΙΡΗΝΗΣ (1054, 1341, 1244, 1359)
story-headline: ΤΗΝ ΑΝΕΞΑΡΤΗΣΙΑΝ ΑΠΟ ΤΗΝ ΒΡΕΤΑΝΝΙΑΝ (794, 1499, 1003, 1530)
story-headline: ΑΙ ΕΞΑΓΩΓΑΙ ΟΙΝΩΝ (30, 1407, 174, 1424)
story-headline: ΑΓΡΟΦΥΛΑΚΩΝ ΚΑΙ ΧΕΙΡΙΣΤΩΝ ΜΗΧΑΝΗΜΑΤΩΝ (791, 518, 1005, 549)
article-paragraph: ΑΜΜΑΝ, 1. (Ἀσσ. Πρές).— Ἡ Ἰορδανικὴ κυβέρνησις ἀνεκοίνωσεν ὅτι σημειώθη σύντομος μονομαχία πυροβολικοῦ μεταξὺ ἰορδανικῶν καὶ ἰσραηλινῶν δυνάμεων εἰς τὴν περιοχὴν τῆς κοιλάδος τοῦ Ἰορδάνου. Ἡ μονομαχία διήρκεσε περὶ τὴν μίαν ὥραν. Δὲν ἀνεφέρθησαν θύματα. (4, 861, 201, 930)
story-label: ΕΠΙΣΗΜΟΝ ΕΠΙΣΚΕΨΙΣ (620, 581, 777, 596)
article-body (4, 1609, 406, 1661)
story-headline: ΕΠΙ ΤΟΥ ΚΥΠΡΙΑΚΟΥ (1069, 1174, 1228, 1192)
story-headline: ΠΡΟΕΛΑΥΝΟΥΝ ΑΙ ΔΥΝΑΜΕΙΣ ΤΗΣ ΝΙΓΗΡΙΑΣ (4, 1013, 406, 1035)
story-headline: ΑΕΡΟΣΚΑΦΟΣ (50, 1257, 155, 1274)
article-body (749, 210, 1013, 457)
story-headline: ΣΥΝΕΖΗΤΗΣΑΝ (1091, 1157, 1206, 1174)
story-headline: ΠΕΡΙ ΕΠΙΚΕΙΜΕΝΗΣ ΕΙΣΒΟΛΗΣ ΤΟΥ ΠΑΚΙΣΤΑΝ (17, 1588, 393, 1609)
story-headline: ΝΕΑΣ ΚΥΒΕΡΝΗΣΕΩΣ (639, 917, 759, 949)
story-headline: ΤΟΝ ΣΧΗΜΑΤΙΣΜΟΝ (622, 899, 775, 916)
story-headline: ΤΟ ΒΕΛΙΓΡΑΔΙΟΝ (1082, 1433, 1215, 1451)
story-headline: ΑΝΑΜΙΞΙΝ ΑΛΛΩΝ (1080, 593, 1217, 611)
article-paragraph: ΟΤΤΑΒΑ, 1.— Ὁ πρωθυπουργὸς τοῦ Καναδᾶ κ. Πήρσον ἐδήλωσεν ὅτι ὁ Καναδᾶς δὲν δέχεται ἀνάμιξιν ἄλλων εἰς τὰς ἐσωτερικὰς ὑποθέσεις του, ἀπαντῶν εἰς τὰς δηλώσεις τοῦ στρατηγοῦ Ντὲ Γκώλ. (1282, 691, 1560, 731)
story-headline: ΕΙΣ ΤΑΣ ΕΣΩΤΕΡΙΚΑΣ (1067, 611, 1230, 628)
article-paragraph: ΑΘΗΝΑΙ, 1.— Ὁ ὑπουργὸς Ἐσωτερικῶν ἐπέτρεψε τὸν διορισμὸν ὑπαλλήλων εἰς δήμους, ἀγροφυλάκων καὶ χειριστῶν μηχανημάτων, πρὸς συμπλήρωσιν τῶν δημιουργηθέντων κενῶν εἰς τὰς ὑπηρεσίας τῶν δήμων καὶ κοινοτήτων τῆς χώρας. (902, 581, 1013, 679)
article-paragraph: ΠΕΚΙΝΟΝ, 1.— Ἡ Κίνα ἑώρτασε τὴν ἐπέτειον τῆς ἐπαναστάσεως μὲ ἀπουσίαν τῶν Τσοὺ Ἐν-Λάϊ, Λὶν Πιὰο καὶ ἄλλων πολιτικῶν ἀνωτάτων στρατιωτικῶν ἡγετῶν, ὅπως ἀνακοινώνουν ξένοι ἀνταποκριταί. (1282, 746, 1560, 786)
story-headline: ΕΙΣ ΤΑ ΕΛΗ ΤΟΥ ΔΕΛΤΑ ΤΟΥ ΠΟΤΑΜΟΥ ΜΕΚΟΓΚ (1059, 59, 1522, 114)
story-headline: ΝΤΕΜΙΡΕΛ ΚΑΙ ΡΑΧΜΑΝ (1056, 1139, 1241, 1157)
headline-line: ΤΩΝ ΥΠΟΥΡΓΩΝ ΕΞΩΤΕΡΙΚΩΝ ΕΙΣ ΧΑΡΤΟΥΜ (68, 141, 342, 245)
section-label: ΘΑ ΤΑ ΠΑΡΑΔΟΘΟΥΝ (760, 361, 865, 371)
story-headline: ΣΥΓΚΕΝΤΡΩΣΕΙΣ (634, 1352, 763, 1368)
article-paragraph: ΑΘΗΝΑΙ, 1.— Δι' ἀποφάσεως τοῦ ὑπουργοῦ Κοινωνικῶν Ὑπηρεσιῶν δεσμεύονται ὅλα τὰ δείγματα φαρμακευτικῶν προϊόντων ἐσωτερικοῦ καὶ ἐξωτερικοῦ, ἐφ' ὅσον ἡ συσκευασία των δὲν ἐγένετο κατὰ τὸν νόμον. Ἡ ἀπόφασις ἀφορᾷ ὅλα τὰ φαρμακεῖα καὶ τὰς φαρμακαποθήκας τῆς χώρας, αἱ ὁποῖαι ὀφείλουν νὰ δηλώσουν τὰ ἀποθέματά των ἐντὸς δεκαημέρου. Οἱ παραβάται θὰ διώκωνται κατὰ τὰς κειμένας διατάξεις. (749, 210, 1013, 451)
story-headline: ΑΝΤΙΚΑΤΕΣΤΗΣΑΝ (36, 1112, 169, 1129)
article-paragraph: ΡΑΒΑΛΠΙΝΤΙ, 1.— Ὁ πρόεδρος τοῦ Πακιστάν στρατάρχης Ἀγιοὺμ Χὰν διαψεύδει κατηγορηματικῶς τὰς καταγγελίας τῆς ἰνδικῆς κυβερνήσεως περὶ ἐπικειμένης εἰσβολῆς τοῦ Πακιστάν. (209, 495, 406, 545)
subheadline-line: Βάλλεται ἀπὸ τὸ κόμμα τοῦ ὁ Τζόνσον (1072, 548, 1509, 572)
story-headline: ΕΙΣ ΤΗΝ ΥΕΜΕΝΗΝ (34, 1143, 171, 1161)
section-label: ΔΗΛΩΣΕΙΣ ΤΟΥ ΤΑΪΛΑΝΔΟΥ (1352, 302, 1490, 313)
section-label: ΔΙΑΨΕΥΔΕΙ Η ΝΙΓΗΡΙΑ (251, 1151, 364, 1162)
article-paragraph: ΠΕΚΙΝΟΝ, 1.— Ἡ Κίνα ἑώρτασε τὴν ἐπέτειον τῆς ἐπαναστάσεως μὲ ἀπουσίαν τῶν Τσοὺ Ἐν-Λάϊ, Λὶν Πιὰο καὶ ἄλλων πολιτικῶν ἀνωτάτων στρατιωτικῶν ἡγετῶν, ὅπως ἀνακοινώνουν ξένοι ἀνταποκριταί. (620, 286, 743, 365)
story-headline: ΙΣΧΥΡΑΙ ΑΛΥΣΙΔΩΤΑΙ ΧΗΜΙΚΑΙ ΑΝΤΙΔΡΑΣΕΙΣ (798, 1007, 999, 1038)
story-headline: ΗΡΧΙΣΕ ΤΑΣ ΕΡΓΑΣΙΑΣ ΤΗΣ ΕΙΣ ΑΒΑΝΑΝ (796, 1287, 1001, 1318)
column-middle (414, 4, 1013, 2329)
section-label: ΚΥΚΛΟΦΟΡΙΑ ΓΡΑΜΜΑΤΟΣΗΜΩΝ (635, 141, 728, 161)
article-paragraph: ΡΑΒΑΛΠΙΝΤΙ, 1.— Ὁ πρόεδρος τοῦ Πακιστάν στρατάρχης Ἀγιοὺμ Χὰν διαψεύδει κατηγορηματικῶς τὰς καταγγελίας τῆς ἰνδικῆς κυβερνήσεως περὶ ἐπικειμένης εἰσβολῆς τοῦ Πακιστάν. (414, 560, 614, 609)
story-headline: ΤΕΣΣΑΡΕΣ ΑΝΤΑΡΤΑΙ (658, 1456, 740, 1488)
section-label: ΑΝΤΙΑΓΓΛΙΚΑΙ ΕΚΔΗΛΩΣΕΙΣ (238, 1216, 376, 1226)
story-headline: ΕΚ ΤΗΣ ΑΣΙΑΣ (1095, 823, 1202, 841)
article-paragraph: ΜΟΣΧΑ, 1.— Σοβιετικοὶ ἐπιστήμονες ὑποστηρίζουν ὅτι ἰσχυραὶ ἀλυσιδωταὶ χημικαὶ ἀντιδράσεις ὡδήγησαν μετὰ ἑκατομμύρια ἔτη εἰς τὴν δημιουργίαν τοῦ σύμπαντος. (620, 1525, 777, 1574)
article-paragraph: ΛΑΓΟΣ, 1.— Αἱ δυνάμεις τῆς Νιγηρίας προελαύνουν καὶ ἀπειλοῦν νὰ καταλάβουν τὴν πρωτεύουσαν τῆς Μπιάφρα Ἐνούγκου, κατὰ ἀνακοινώσεις τῆς ὁμοσπονδιακῆς κυβερνήσεως. (209, 1163, 406, 1213)
article-paragraph: ΟΤΤΑΒΑ, 1.— Ὁ πρωθυπουργὸς τοῦ Καναδᾶ κ. Πήρσον ἐδήλωσεν ὅτι ὁ Καναδᾶς δὲν δέχεται ἀνάμιξιν ἄλλων εἰς τὰς ἐσωτερικὰς ὑποθέσεις του, ἀπαντῶν εἰς τὰς δηλώσεις τοῦ στρατηγοῦ Ντὲ Γκώλ. (209, 1269, 406, 1319)
article-body (783, 1102, 1013, 1278)
article-paragraph: ΟΥΑΣΙΓΚΤΩΝ, 1. (Ἀσσ. Πρές).— Ἡ σοβαρὰ ἐπέκτασις τῶν φυλετικῶν ταραχῶν ἀνησυχεῖ τοὺς Ἀμερικανοὺς ἐπισήμους. Ὁ πρόεδρος Τζόνσον βάλλεται ἀπὸ τὸ κόμμα του διὰ τὴν ἀντιμετώπισιν τῶν ταραχῶν εἰς τὰς μεγάλας πόλεις τῶν Ἡνωμένων Πολιτειῶν. (4, 945, 201, 1005)
story-headline: ΟΙ ΙΤΑΛΙΚΟΙ ΔΙΣΚΟΙ (627, 687, 770, 704)
section-label: ΑΝΕΞΟΧΗ ΤΟΥ ΣΟΥΕΖ (251, 483, 364, 494)
article-paragraph: ΑΘΗΝΑΙ, 1.— Ὁ ὑπουργὸς Ἐσωτερικῶν ἐπέτρεψε τὸν διορισμὸν ὑπαλλήλων εἰς δήμους, ἀγροφυλάκων καὶ χειριστῶν μηχανημάτων, πρὸς συμπλήρωσιν τῶν δημιουργηθέντων κενῶν εἰς τὰς ὑπηρεσίας τῶν δήμων καὶ κοινοτήτων τῆς χώρας. (783, 581, 895, 679)
article-paragraph: ΑΜΜΑΝ, 1. (Ἀσσ. Πρές).— Ἡ Ἰορδανικὴ κυβέρνησις ἀνεκοίνωσεν ὅτι σημειώθη σύντομος μονομαχία πυροβολικοῦ μεταξὺ ἰορδανικῶν καὶ ἰσραηλινῶν δυνάμεων εἰς τὴν περιοχὴν τῆς κοιλάδος τοῦ Ἰορδάνου. Ἡ μονομαχία διήρκεσε περὶ τὴν μίαν ὥραν. Δὲν ἀνεφέρθησαν θύματα. (1021, 357, 1276, 407)
article-paragraph: ΟΥΑΣΙΓΚΤΩΝ, 1. (Ἀσσ. Πρές).— Ἡ σοβαρὰ ἐπέκτασις τῶν φυλετικῶν ταραχῶν ἀνησυχεῖ τοὺς Ἀμερικανοὺς ἐπισήμους. Ὁ πρόεδρος Τζόνσον βάλλεται ἀπὸ τὸ κόμμα του διὰ τὴν ἀντιμετώπισιν τῶν ταραχῶν εἰς τὰς μεγάλας πόλεις τῶν Ἡνωμένων Πολιτειῶν. (1282, 930, 1560, 980)
article-paragraph: ΣΑΪΓΚΩΝ, 1.— Τουλάχιστον 350 ἀντάρται Βιὲτ Κὸγκ ἐφονεύθησαν κατὰ τὰς σφοδροτάτας συγκρούσεις εἰς τὰ ἕλη τοῦ Δέλτα τοῦ ποταμοῦ Μεκὸγκ, ὅπου ἀνελήφθησαν εὐρύταται ἐκκαθαριστικαὶ ἐπιχειρήσεις ὑπὸ τῶν ἀμερικανικῶν καὶ νοτιοβιετναμικῶν δυνάμεων. Κατὰ τὸν ἐκπρόσωπον τῆς ἀμερικανικῆς διοικήσεως αἱ ἀπώλειαι τῶν συμμαχικῶν δυνάμεων ἦσαν ἐλαφραί. Αἱ ἐπιχειρήσεις συνεχίζονται. (414, 219, 614, 317)
article-paragraph: ΣΑΪΓΚΩΝ, 1.— Τουλάχιστον 350 ἀντάρται Βιὲτ Κὸγκ ἐφονεύθησαν κατὰ τὰς σφοδροτάτας συγκρούσεις εἰς τὰ ἕλη τοῦ Δέλτα τοῦ ποταμοῦ Μεκὸγκ, ὅπου ἀνελήφθησαν εὐρύταται ἐκκαθαριστικαὶ ἐπιχειρήσεις ὑπὸ τῶν ἀμερικανικῶν καὶ νοτιοβιετναμικῶν δυνάμεων. Κατὰ τὸν ἐκπρόσωπον τῆς ἀμερικανικῆς διοικήσεως αἱ ἀπώλειαι τῶν συμμαχικῶν δυνάμεων ἦσαν ἐλαφραί. Αἱ ἐπιχειρήσεις συνεχίζονται. (902, 801, 1013, 997)
story-headline: ΕΚΤΑΚΤΟΣ ΣΥΓΚΛΗΣΙΣ (21, 1315, 184, 1332)
article-paragraph: Τὴν προσεχῆ Κυριακὴν θὰ τελεσθῇ ἡ κηδεία τοῦ ἀειμνήστου, ἐκ τοῦ ἱεροῦ ναοῦ τοῦ Ἁγίου Γεωργίου. Οἱ φίλοι καὶ συγγενεῖς παρακαλοῦνται ὅπως παραστοῦν. (620, 1627, 777, 1676)
story-headline: Ο ΚΑΝΑΔΑΣ ΔΕΝ ΔΕΧΕΤΑΙ (1048, 575, 1250, 593)
story-headline: ΕΠΙ ΞΕΝΩΝ ΑΞΙΩΝ (628, 1232, 769, 1249)
article-paragraph: ΛΟΝΔΙΝΟΝ, 1.— Ἡ μικρὰ νῆσος τοῦ Ἀνθρώπου ἐζήτησε τὴν ἀνεξαρτησίαν ἀπὸ τὴν Βρεταννίαν, κατόπιν τῆς διενέξεως διὰ τὸν ραδιοφωνικὸν σταθμόν. (783, 1531, 895, 1600)
section-label: ΜΕΓΑΛΟΣ ΚΙΝΔΥΝΟΣ (897, 282, 1002, 292)
story-headline: ΜΕΤΑΞΥ ΤΩΝ ΙΟΡΔΑΝΩΝ ΚΑΙ ΙΣΡΑΗΛΙΝΩΝ (31, 714, 378, 776)
story-headline: ΒΟΜΒΑ ΕΞΕΡΡΑΓΗ (1075, 1306, 1222, 1323)
article-paragraph: ΛΑΓΟΣ, 1.— Αἱ δυνάμεις τῆς Νιγηρίας προελαύνουν καὶ ἀπειλοῦν νὰ καταλάβουν τὴν πρωτεύουσαν τῆς Μπιάφρα Ἐνούγκου, κατὰ ἀνακοινώσεις τῆς ὁμοσπονδιακῆς κυβερνήσεως. (4, 1160, 201, 1210)
story-headline: ΕΙΣ ΒΟΥΚΟΥΡΕΣΤΙΟΝ (631, 545, 766, 577)
article-paragraph: ΒΟΝΝΗ, 1. (Ἀσσ. Πρές).— Ὁ Ἀντικαγκελάριος καὶ ὑπουργὸς Ἐξωτερικῶν τῆς Δυτ. Γερμανίας κ. Βίλυ Μπράντ μεταβαίνει αὔριον εἰς Βουκουρέστιον διὰ τετραήμερον ἐπίσημον ἐπίσκεψιν, κατόπιν προσκλήσεως τοῦ Ρουμάνου συναδέλφου του. (620, 163, 743, 261)
story-headline: ΤΟ ΑΓΓΛΟΓΑΛΛΙΚΟΝ (29, 1241, 175, 1259)
story-headline: Ο ΧΑΪΛΕ ΣΕΛΑΣΣΙΕ (1076, 1398, 1221, 1416)
section-label: ΕΙΣ ΤΟ ΠΡΟΫΠΟΤΤ (1374, 821, 1468, 832)
section-label: ΑΠΑΝΤΗΣΙΣ Ο ΤΖΟΝΣΟΝ (1087, 875, 1210, 886)
article-paragraph: ΑΘΗΝΑΙ, 1.— Δι' ἀποφάσεως τοῦ ὑπουργοῦ Κοινωνικῶν Ὑπηρεσιῶν δεσμεύονται ὅλα τὰ δείγματα φαρμακευτικῶν προϊόντων ἐσωτερικοῦ καὶ ἐξωτερικοῦ, ἐφ' ὅσον ἡ συσκευασία των δὲν ἐγένετο κατὰ τὸν νόμον. Ἡ ἀπόφασις ἀφορᾷ ὅλα τὰ φαρμακεῖα καὶ τὰς φαρμακαποθήκας τῆς χώρας, αἱ ὁποῖαι ὀφείλουν νὰ δηλώσουν τὰ ἀποθέματά των ἐντὸς δεκαημέρου. Οἱ παραβάται θὰ διώκωνται κατὰ τὰς κειμένας διατάξεις. (749, 210, 877, 357)
article-paragraph: ΛΑΓΟΣ, 1.— Αἱ δυνάμεις τῆς Νιγηρίας προελαύνουν καὶ ἀπειλοῦν νὰ καταλάβουν τὴν πρωτεύουσαν τῆς Μπιάφρα Ἐνούγκου, κατὰ ἀνακοινώσεις τῆς ὁμοσπονδιακῆς κυβερνήσεως. (209, 1098, 406, 1148)
section-label: ΕΚΠΛΗΞΙΣ ΤΟΥ ΝΥΤ ΓΚΒΑ (37, 933, 168, 944)
article-paragraph: ΣΑΪΓΚΩΝ, 1.— Τουλάχιστον 350 ἀντάρται Βιὲτ Κὸγκ ἐφονεύθησαν κατὰ τὰς σφοδροτάτας συγκρούσεις εἰς τὰ ἕλη τοῦ Δέλτα τοῦ ποταμοῦ Μεκὸγκ, ὅπου ἀνελήφθησαν εὐρύταται ἐκκαθαριστικαὶ ἐπιχειρήσεις ὑπὸ τῶν ἀμερικανικῶν καὶ νοτιοβιετναμικῶν δυνάμεων. Κατὰ τὸν ἐκπρόσωπον τῆς ἀμερικανικῆς διοικήσεως αἱ ἀπώλειαι τῶν συμμαχικῶν δυνάμεων ἦσαν ἐλαφραί. Αἱ ἐπιχειρήσεις συνεχίζονται. (209, 547, 406, 646)
article-paragraph: ΛΟΝΔΙΝΟΝ, 1.— Ἡ μικρὰ νῆσος τοῦ Ἀνθρώπου ἐζήτησε τὴν ἀνεξαρτησίαν ἀπὸ τὴν Βρεταννίαν, κατόπιν τῆς διενέξεως διὰ τὸν ραδιοφωνικὸν σταθμόν. (902, 1531, 1013, 1600)
article-paragraph: ΟΤΤΑΒΑ, 1.— Ὁ πρωθυπουργὸς τοῦ Καναδᾶ κ. Πήρσον ἐδήλωσεν ὅτι ὁ Καναδᾶς δὲν δέχεται ἀνάμιξιν ἄλλων εἰς τὰς ἐσωτερικὰς ὑποθέσεις του, ἀπαντῶν εἰς τὰς δηλώσεις τοῦ στρατηγοῦ Ντὲ Γκώλ. (1021, 722, 1276, 763)
